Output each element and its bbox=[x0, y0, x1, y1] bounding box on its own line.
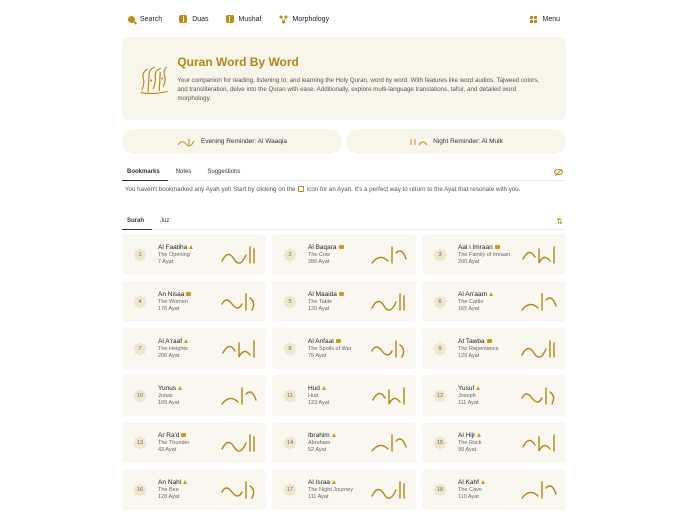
surah-calligraphy-icon bbox=[220, 478, 258, 502]
surah-info bbox=[158, 338, 220, 360]
surah-ayat-count: 7 Ayat bbox=[158, 258, 174, 265]
surah-card-1[interactable] bbox=[122, 234, 266, 275]
mecca-icon bbox=[178, 386, 182, 390]
surah-meaning: Jonas bbox=[158, 392, 173, 399]
surah-number: 9 bbox=[438, 345, 442, 352]
surah-number: 2 bbox=[288, 251, 292, 258]
surah-name: An Nisaa bbox=[158, 290, 185, 298]
surah-name-row bbox=[458, 385, 520, 392]
surah-name: Al Maaida bbox=[308, 290, 337, 298]
surah-number-badge bbox=[282, 294, 298, 310]
surah-name-row bbox=[458, 291, 520, 298]
surah-meaning: The Bee bbox=[158, 486, 179, 493]
surah-name: At Tawba bbox=[458, 337, 485, 345]
surah-ayat-count: 206 Ayat bbox=[158, 352, 180, 359]
mecca-icon bbox=[322, 386, 326, 390]
surah-name: Al Kahf bbox=[458, 478, 479, 486]
surah-name: Yunus bbox=[158, 384, 177, 392]
surah-info bbox=[158, 244, 220, 266]
medina-icon bbox=[487, 339, 492, 343]
medina-icon bbox=[336, 339, 341, 343]
surah-calligraphy-icon bbox=[520, 384, 558, 408]
surah-card-15[interactable] bbox=[422, 422, 566, 463]
surah-name: Ibrahim bbox=[308, 431, 330, 439]
surah-card-4[interactable] bbox=[122, 281, 266, 322]
surah-name-row bbox=[308, 385, 370, 392]
nav-duas[interactable] bbox=[179, 15, 208, 23]
surah-number: 15 bbox=[436, 439, 444, 446]
surah-number-badge bbox=[282, 482, 298, 498]
tab-juz[interactable]: Juz bbox=[160, 218, 170, 224]
surah-name-row bbox=[308, 432, 370, 439]
bookmarks-message-before: You haven't bookmarked any Ayah yet! Start by clicking on the bbox=[125, 186, 296, 193]
surah-meaning: The Cow bbox=[308, 251, 331, 258]
surah-name-row bbox=[158, 338, 220, 345]
surah-name: Al An'aam bbox=[458, 290, 488, 298]
mecca-icon bbox=[184, 339, 188, 343]
surah-ayat-count: 128 Ayat bbox=[158, 493, 180, 500]
medina-icon bbox=[186, 292, 191, 296]
surah-number: 4 bbox=[138, 298, 142, 305]
surah-number-badge bbox=[132, 247, 148, 263]
surah-name: Al Baqara bbox=[308, 243, 337, 251]
surah-ayat-count: 43 Ayat bbox=[158, 446, 177, 453]
hide-eye-icon[interactable] bbox=[554, 169, 563, 175]
surah-number-badge bbox=[432, 482, 448, 498]
quran-calligraphy-logo bbox=[138, 48, 169, 110]
surah-meaning: The Heights bbox=[158, 345, 188, 352]
surah-name-row bbox=[158, 432, 220, 439]
surah-number: 8 bbox=[288, 345, 292, 352]
surah-calligraphy-icon bbox=[520, 290, 558, 314]
surah-ayat-count: 129 Ayat bbox=[458, 352, 480, 359]
surah-number-badge bbox=[132, 341, 148, 357]
surah-calligraphy-icon bbox=[220, 243, 258, 267]
menu-label: Menu bbox=[542, 15, 560, 23]
surah-name-row bbox=[158, 291, 220, 298]
grid-menu-icon bbox=[530, 16, 537, 23]
surah-card-6[interactable] bbox=[422, 281, 566, 322]
surah-calligraphy-icon bbox=[220, 384, 258, 408]
surah-number: 6 bbox=[438, 298, 442, 305]
surah-number: 5 bbox=[288, 298, 292, 305]
surah-name: An Nahl bbox=[158, 478, 182, 486]
mushaf-book-icon bbox=[226, 15, 234, 23]
surah-name-row bbox=[308, 244, 370, 251]
surah-number-badge bbox=[432, 294, 448, 310]
surah-card-9[interactable] bbox=[422, 328, 566, 369]
surah-info bbox=[158, 291, 220, 313]
tab-suggestions[interactable]: Suggestions bbox=[207, 169, 241, 175]
surah-meaning: The Night Journey bbox=[308, 486, 353, 493]
surah-info bbox=[308, 338, 370, 360]
surah-card-14[interactable] bbox=[272, 422, 416, 463]
surah-number: 3 bbox=[438, 251, 442, 258]
surah-card-7[interactable] bbox=[122, 328, 266, 369]
surah-info bbox=[458, 385, 520, 407]
surah-calligraphy-icon bbox=[220, 337, 258, 361]
nav-morphology[interactable] bbox=[279, 15, 330, 24]
surah-name: Hud bbox=[308, 384, 320, 392]
surah-meaning: Hud bbox=[308, 392, 319, 399]
surah-name-row bbox=[458, 244, 520, 251]
top-navigation bbox=[0, 0, 688, 38]
bookmarks-tabs bbox=[122, 164, 566, 181]
surah-name: Yusuf bbox=[458, 384, 475, 392]
surah-meaning: The Thunder bbox=[158, 439, 190, 446]
surah-name: Al A'raaf bbox=[158, 337, 183, 345]
surah-calligraphy-icon bbox=[220, 290, 258, 314]
surah-meaning: Abraham bbox=[308, 439, 331, 446]
surah-meaning: The Rock bbox=[458, 439, 482, 446]
surah-name-row bbox=[308, 291, 370, 298]
mecca-icon bbox=[481, 480, 485, 484]
surah-meaning: The Cattle bbox=[458, 298, 484, 305]
surah-meaning: The Spoils of War bbox=[308, 345, 352, 352]
reminders-row bbox=[122, 129, 566, 154]
surah-meaning: The Cave bbox=[458, 486, 482, 493]
surah-ayat-count: 120 Ayat bbox=[308, 305, 330, 312]
nav-search[interactable] bbox=[128, 16, 162, 23]
surah-calligraphy-icon bbox=[370, 478, 408, 502]
surah-name-row bbox=[158, 244, 220, 251]
surah-calligraphy-icon bbox=[520, 337, 558, 361]
tab-notes[interactable]: Notes bbox=[175, 169, 192, 175]
medina-icon bbox=[181, 433, 186, 437]
hero-description: Your companion for reading, listening to, and learning the Holy Quran, word by word. With features like word audios, Tajweed colors, and transliteration, delve into the Quran with ease. Additionally, explore multi-language translations, tafsir, and detailed word morphology. bbox=[177, 76, 540, 102]
surah-number-badge bbox=[432, 247, 448, 263]
surah-ayat-count: 110 Ayat bbox=[458, 493, 479, 500]
search-icon bbox=[128, 16, 135, 23]
surah-name: Al Israa bbox=[308, 478, 331, 486]
night-reminder-label: Night Reminder: Al Mulk bbox=[433, 138, 503, 145]
surah-calligraphy-icon bbox=[370, 431, 408, 455]
surah-card-16[interactable] bbox=[122, 469, 266, 510]
surah-ayat-count: 109 Ayat bbox=[158, 399, 180, 406]
surah-card-18[interactable] bbox=[422, 469, 566, 510]
surah-ayat-count: 123 Ayat bbox=[308, 399, 330, 406]
nav-mushaf-label: Mushaf bbox=[238, 15, 262, 23]
surah-grid bbox=[122, 234, 566, 510]
surah-ayat-count: 200 Ayat bbox=[458, 258, 480, 265]
surah-info bbox=[458, 338, 520, 360]
nav-mushaf[interactable] bbox=[226, 15, 262, 23]
surah-name: Aal i Imraan bbox=[458, 243, 493, 251]
surah-card-2[interactable] bbox=[272, 234, 416, 275]
surah-ayat-count: 165 Ayat bbox=[458, 305, 480, 312]
sort-icon[interactable]: ⇅ bbox=[556, 216, 563, 226]
surah-ayat-count: 286 Ayat bbox=[308, 258, 330, 265]
mecca-icon bbox=[489, 292, 493, 296]
mecca-icon bbox=[477, 433, 481, 437]
hero-title: Quran Word By Word bbox=[177, 54, 299, 69]
mecca-icon bbox=[332, 480, 336, 484]
morphology-icon bbox=[279, 15, 288, 24]
surah-info bbox=[458, 432, 520, 454]
surah-info bbox=[308, 479, 370, 501]
surah-meaning: The Table bbox=[308, 298, 333, 305]
surah-number-badge bbox=[432, 341, 448, 357]
medina-icon bbox=[495, 245, 500, 249]
mecca-icon bbox=[189, 245, 193, 249]
surah-card-5[interactable] bbox=[272, 281, 416, 322]
surah-name-row bbox=[458, 479, 520, 486]
duas-book-icon bbox=[179, 15, 187, 23]
surah-name-row bbox=[158, 479, 220, 486]
surah-info bbox=[458, 291, 520, 313]
nav-duas-label: Duas bbox=[192, 15, 209, 23]
surah-number-badge bbox=[132, 294, 148, 310]
surah-name-row bbox=[458, 338, 520, 345]
surah-meaning: The Women bbox=[158, 298, 188, 305]
tab-surah[interactable]: Surah bbox=[122, 213, 152, 230]
surah-info bbox=[158, 385, 220, 407]
surah-info bbox=[458, 479, 520, 501]
surah-name-row bbox=[458, 432, 520, 439]
surah-calligraphy-icon bbox=[370, 384, 408, 408]
bookmark-icon bbox=[298, 186, 304, 192]
surah-meaning: The Opening bbox=[158, 251, 190, 258]
night-reminder-button[interactable] bbox=[346, 129, 566, 154]
surah-number-badge bbox=[132, 482, 148, 498]
medina-icon bbox=[339, 245, 344, 249]
surah-ayat-count: 75 Ayat bbox=[308, 352, 327, 359]
surah-number-badge bbox=[282, 247, 298, 263]
mecca-icon bbox=[332, 433, 336, 437]
surah-ayat-count: 111 Ayat bbox=[308, 493, 329, 500]
surah-info bbox=[308, 244, 370, 266]
surah-number: 7 bbox=[138, 345, 142, 352]
surah-calligraphy-icon bbox=[520, 478, 558, 502]
surah-number: 14 bbox=[286, 439, 294, 446]
surah-number-badge bbox=[282, 341, 298, 357]
surah-info bbox=[308, 432, 370, 454]
surah-name: Ar Ra'd bbox=[158, 431, 180, 439]
bookmarks-empty-message bbox=[125, 186, 565, 193]
surah-meaning: The Family of Imraan bbox=[458, 251, 510, 258]
surah-meaning: The Repentance bbox=[458, 345, 499, 352]
surah-calligraphy-icon bbox=[370, 290, 408, 314]
surah-info bbox=[158, 479, 220, 501]
al-mulk-calligraphy-icon bbox=[409, 137, 429, 147]
surah-number-badge bbox=[132, 388, 148, 404]
surah-card-3[interactable] bbox=[422, 234, 566, 275]
surah-number: 13 bbox=[136, 439, 144, 446]
surah-info bbox=[308, 291, 370, 313]
surah-info bbox=[458, 244, 520, 266]
mecca-icon bbox=[476, 386, 480, 390]
medina-icon bbox=[339, 292, 344, 296]
surah-meaning: Joseph bbox=[458, 392, 476, 399]
surah-number: 10 bbox=[136, 392, 144, 399]
surah-number-badge bbox=[282, 388, 298, 404]
surah-number: 18 bbox=[436, 486, 444, 493]
surah-number: 11 bbox=[287, 392, 293, 399]
menu-button[interactable] bbox=[530, 16, 560, 23]
surah-card-10[interactable] bbox=[122, 375, 266, 416]
surah-calligraphy-icon bbox=[370, 337, 408, 361]
surah-calligraphy-icon bbox=[370, 243, 408, 267]
surah-number-badge bbox=[432, 435, 448, 451]
surah-number-badge bbox=[132, 435, 148, 451]
surah-calligraphy-icon bbox=[520, 243, 558, 267]
surah-number: 16 bbox=[136, 486, 144, 493]
surah-name-row bbox=[158, 385, 220, 392]
surah-name: Al Anfaal bbox=[308, 337, 334, 345]
surah-number-badge bbox=[282, 435, 298, 451]
surah-name-row bbox=[308, 338, 370, 345]
hero-banner bbox=[122, 37, 566, 120]
surah-ayat-count: 176 Ayat bbox=[158, 305, 180, 312]
surah-number: 1 bbox=[138, 251, 142, 258]
nav-morphology-label: Morphology bbox=[292, 15, 330, 23]
surah-card-11[interactable] bbox=[272, 375, 416, 416]
surah-ayat-count: 52 Ayat bbox=[308, 446, 327, 453]
surah-ayat-count: 111 Ayat bbox=[458, 399, 479, 406]
surah-calligraphy-icon bbox=[220, 431, 258, 455]
tab-bookmarks[interactable]: Bookmarks bbox=[122, 164, 168, 181]
surah-number-badge bbox=[432, 388, 448, 404]
surah-info bbox=[158, 432, 220, 454]
surah-ayat-count: 99 Ayat bbox=[458, 446, 477, 453]
surah-card-13[interactable] bbox=[122, 422, 266, 463]
bookmarks-message-after: icon for an Ayah. It's a perfect way to return to the Ayat that resonate with you. bbox=[306, 186, 521, 193]
surah-card-8[interactable] bbox=[272, 328, 416, 369]
surah-name: Al Faatiha bbox=[158, 243, 188, 251]
mecca-icon bbox=[183, 480, 187, 484]
surah-card-17[interactable] bbox=[272, 469, 416, 510]
surah-name: Al Hijr bbox=[458, 431, 476, 439]
surah-name-row bbox=[308, 479, 370, 486]
nav-search-label: Search bbox=[140, 15, 163, 23]
surah-info bbox=[308, 385, 370, 407]
surah-number: 17 bbox=[286, 486, 294, 493]
al-waaqia-calligraphy-icon bbox=[177, 137, 197, 147]
surah-juz-tabs bbox=[122, 213, 566, 230]
evening-reminder-button[interactable] bbox=[122, 129, 342, 154]
surah-card-12[interactable] bbox=[422, 375, 566, 416]
surah-number: 12 bbox=[436, 392, 444, 399]
evening-reminder-label: Evening Reminder: Al Waaqia bbox=[200, 138, 288, 145]
surah-calligraphy-icon bbox=[520, 431, 558, 455]
